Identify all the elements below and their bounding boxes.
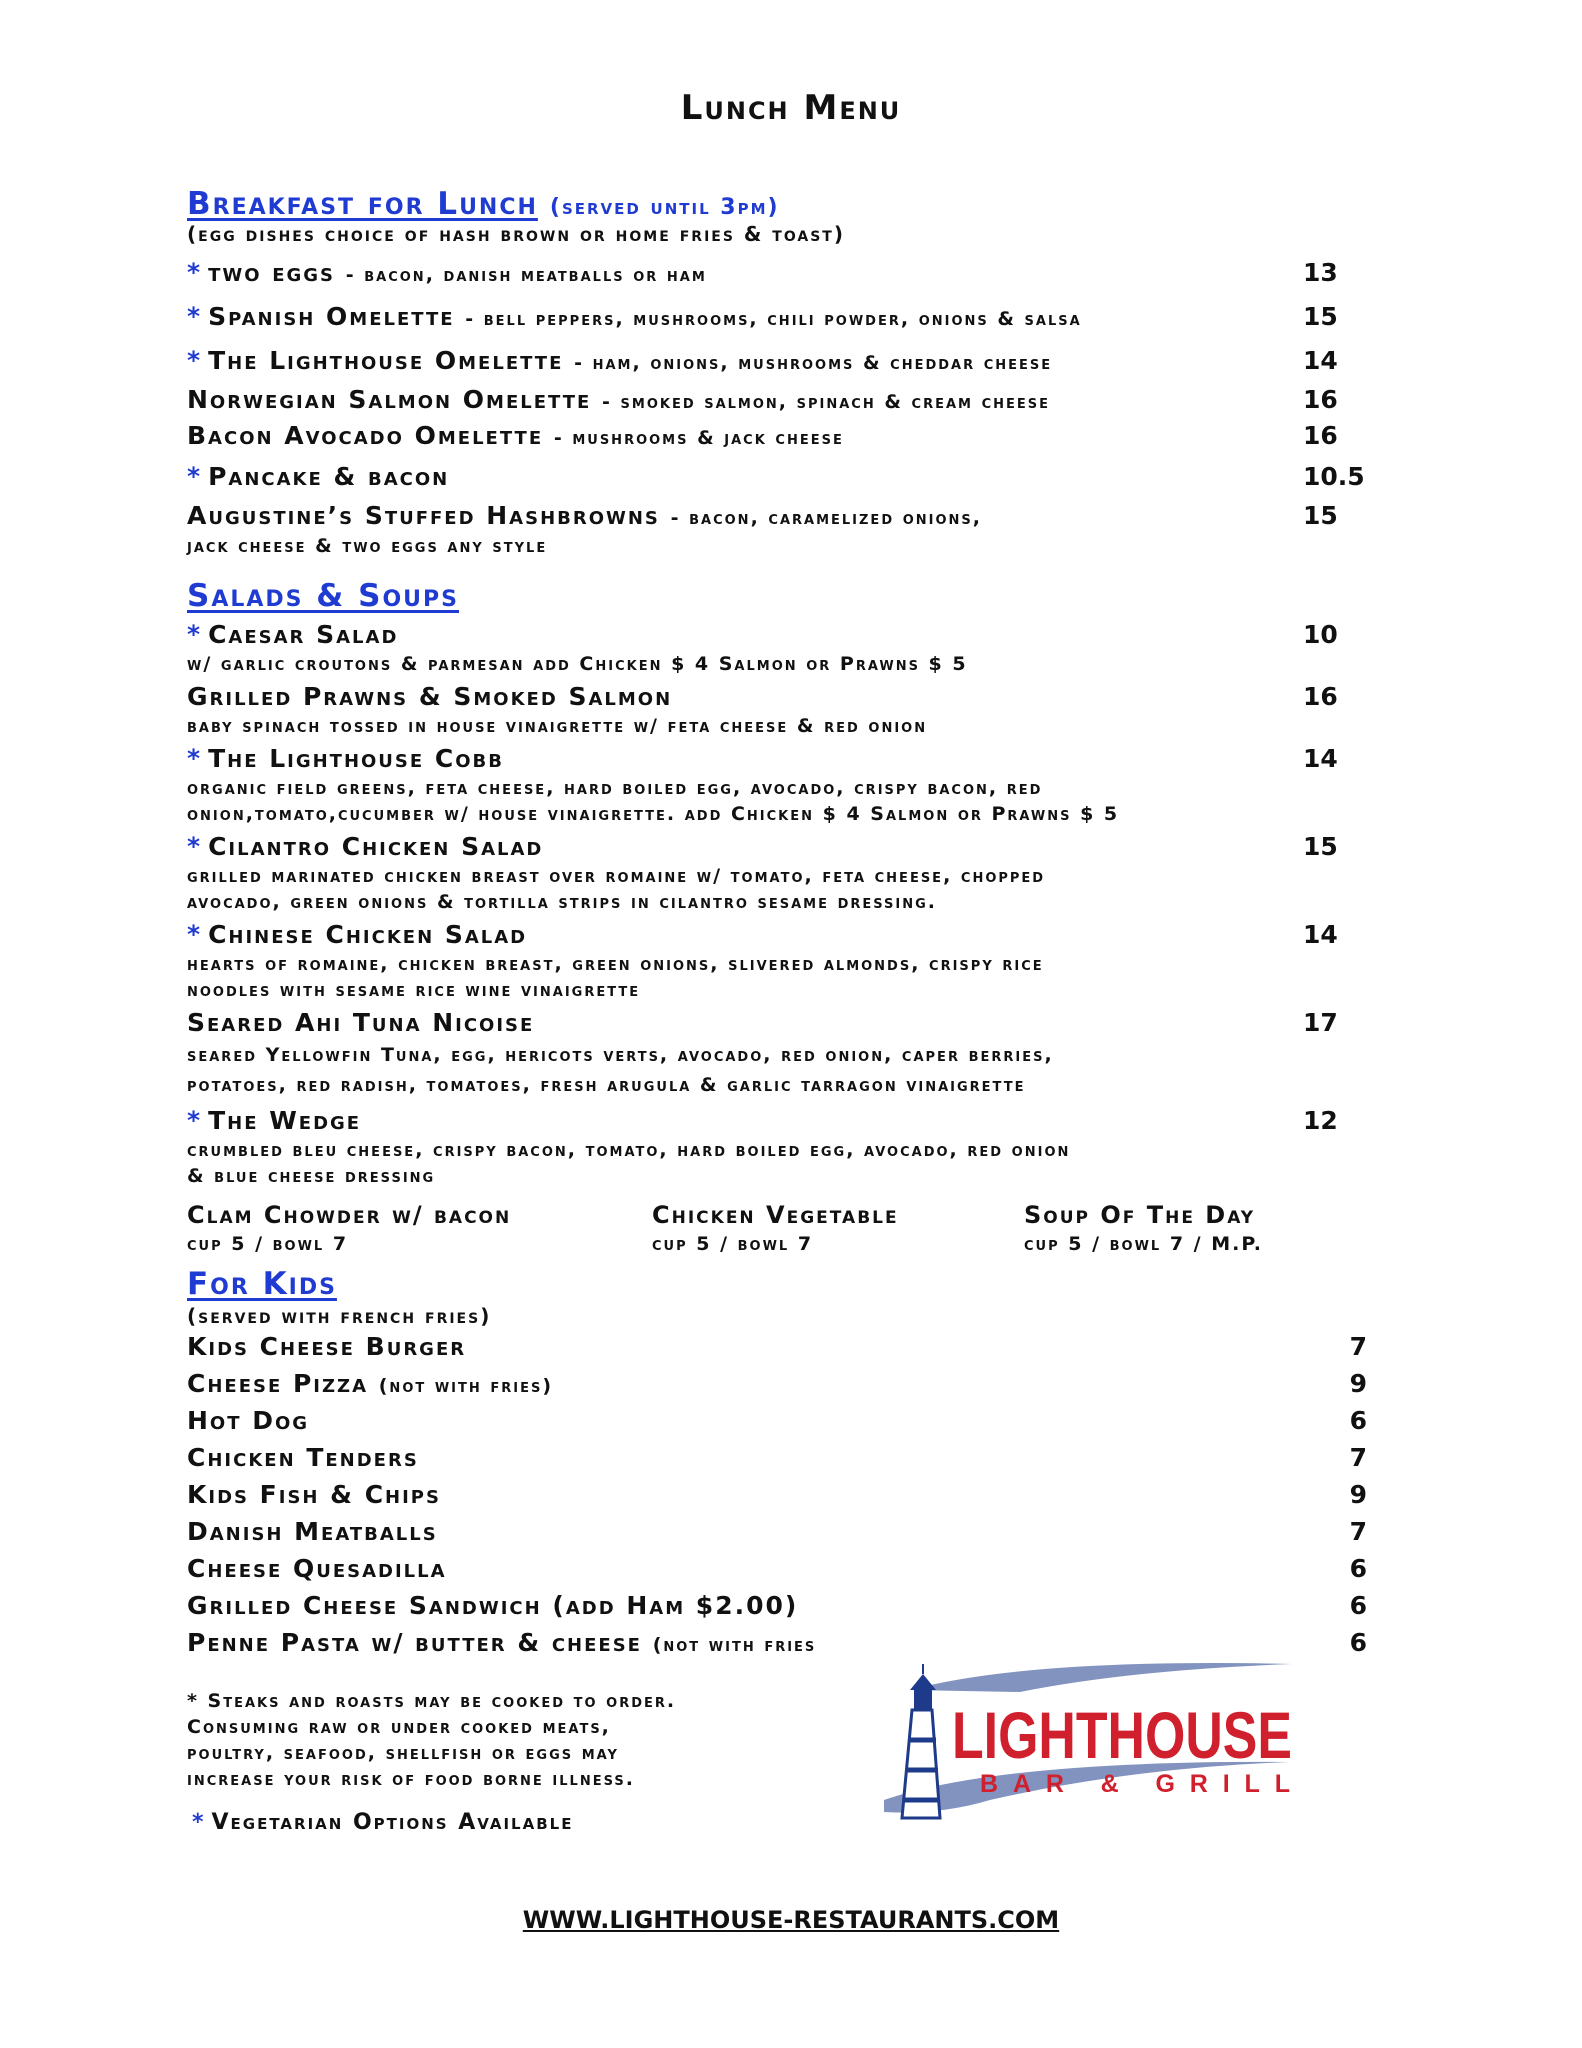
star-icon: * [187,620,203,649]
item-price: 14 [1303,920,1338,949]
item-desc: - bell peppers, mushrooms, chili powder, onions & salsa [465,308,1082,330]
item-price: 15 [1303,832,1338,861]
item-desc: - bacon, danish meatballs or ham [345,264,707,286]
section-title-text: Breakfast for Lunch [187,186,538,222]
item-desc-line: baby spinach tossed in house vinaigrette w/ feta cheese & red onion [187,715,928,737]
vegetarian-note [192,1810,573,1835]
item-price: 10.5 [1303,462,1365,491]
menu-item [187,501,1367,531]
item-desc-line: organic field greens, feta cheese, hard boiled egg, avocado, crispy bacon, red [187,777,1043,799]
soup-item [187,1201,511,1255]
item-price: 15 [1303,302,1338,331]
item-desc: - smoked salmon, spinach & cream cheese [602,391,1050,413]
item-price: 13 [1303,258,1338,287]
item-desc-line: jack cheese & two eggs any style [187,535,548,557]
section-title-salads: Salads & Soups [187,578,459,614]
menu-item [187,1480,1367,1510]
item-price: 17 [1303,1008,1338,1037]
soup-item [652,1201,899,1255]
item-name: Cilantro Chicken Salad [208,832,544,861]
item-desc: - bacon, caramelized onions, [670,507,983,529]
item-desc: - ham, onions, mushrooms & cheddar cheese [574,352,1053,374]
item-desc-line: grilled marinated chicken breast over romaine w/ tomato, feta cheese, chopped [187,865,1046,887]
item-desc-line: noodles with sesame rice wine vinaigrette [187,979,641,1001]
item-name: Kids Cheese Burger [187,1332,467,1361]
item-price: 15 [1303,501,1338,530]
star-icon: * [192,1810,206,1835]
menu-item [187,258,1367,288]
item-name: Hot Dog [187,1406,310,1435]
item-price: 6 [1349,1591,1367,1620]
star-icon: * [187,832,203,861]
menu-item [187,1008,1367,1038]
section-title-breakfast [187,186,780,222]
item-name: Caesar Salad [208,620,399,649]
disclaimer-line: poultry, seafood, shellfish or eggs may [187,1742,619,1764]
item-name: Augustine’s Stuffed Hashbrowns [187,501,660,530]
item-price: 7 [1349,1443,1367,1472]
logo-sub-text: BAR & GRILL [980,1770,1290,1798]
soup-price: cup 5 / bowl 7 / M.P. [1024,1233,1263,1255]
star-icon: * [187,302,203,331]
item-name: Cheese Pizza [187,1369,369,1398]
item-name: Seared Ahi Tuna Nicoise [187,1008,535,1037]
item-note: (not with fries) [378,1375,554,1397]
lighthouse-logo-icon [880,1650,1300,1835]
item-desc-line: w/ garlic croutons & parmesan add Chicken $ 4 Salmon or Prawns $ 5 [187,653,968,675]
item-name: Norwegian Salmon Omelette [187,385,592,414]
menu-item [187,920,1367,950]
food-safety-disclaimer [187,1688,676,1792]
soup-name: Chicken Vegetable [652,1201,899,1229]
vegetarian-text: Vegetarian Options Available [211,1810,574,1835]
soup-name: Soup Of The Day [1024,1201,1256,1229]
star-icon: * [187,346,203,375]
menu-item [187,832,1367,862]
item-desc-line: avocado, green onions & tortilla strips in cilantro sesame dressing. [187,891,938,913]
item-desc-line: seared Yellowfin Tuna, egg, hericots verts, avocado, red onion, caper berries, [187,1044,1054,1066]
disclaimer-line: * Steaks and roasts may be cooked to order. [187,1690,677,1712]
menu-item [187,1554,1367,1584]
item-price: 16 [1303,421,1338,450]
item-name: Grilled Cheese Sandwich (add Ham $2.00) [187,1591,799,1620]
menu-item [187,302,1367,332]
item-price: 14 [1303,744,1338,773]
soup-price: cup 5 / bowl 7 [187,1233,349,1255]
item-name: The Wedge [208,1106,362,1135]
disclaimer-line: increase your risk of food borne illness. [187,1768,635,1790]
item-desc-line: & blue cheese dressing [187,1165,436,1187]
item-desc-line: onion,tomato,cucumber w/ house vinaigrette. add Chicken $ 4 Salmon or Prawns $ 5 [187,803,1120,825]
item-name: Bacon Avocado Omelette [187,421,544,450]
soup-item [1024,1201,1263,1255]
item-price: 14 [1303,346,1338,375]
item-name: Pancake & bacon [208,462,450,491]
menu-item [187,1443,1367,1473]
item-name: Chinese Chicken Salad [208,920,528,949]
item-name: Penne Pasta w/ butter & cheese [187,1628,642,1657]
menu-item [187,421,1367,451]
lighthouse-logo [880,1650,1300,1835]
menu-item [187,1406,1367,1436]
menu-item [187,1369,1367,1399]
item-name: The Lighthouse Cobb [208,744,504,773]
item-price: 16 [1303,682,1338,711]
item-note: (not with fries [652,1634,817,1656]
menu-item [187,1591,1367,1621]
star-icon: * [187,258,203,287]
page-title: Lunch Menu [680,88,902,128]
item-price: 10 [1303,620,1338,649]
menu-item [187,462,1367,492]
item-price: 7 [1349,1332,1367,1361]
item-price: 6 [1349,1406,1367,1435]
section-subtitle: (served with french fries) [187,1304,492,1328]
item-price: 6 [1349,1554,1367,1583]
menu-item [187,1332,1367,1362]
item-name: Spanish Omelette [208,302,455,331]
star-icon: * [187,1106,203,1135]
item-price: 6 [1349,1628,1367,1657]
item-desc-line: potatoes, red radish, tomatoes, fresh arugula & garlic tarragon vinaigrette [187,1074,1026,1096]
item-name: Danish Meatballs [187,1517,438,1546]
item-name: two eggs [208,258,336,287]
item-price: 9 [1349,1480,1367,1509]
menu-item [187,1106,1367,1136]
section-subtitle: (egg dishes choice of hash brown or home fries & toast) [187,222,845,246]
menu-item [187,385,1367,415]
menu-item [187,682,1367,712]
section-title-kids: For Kids [187,1266,337,1302]
item-price: 12 [1303,1106,1338,1135]
item-desc-line: crumbled bleu cheese, crispy bacon, tomato, hard boiled egg, avocado, red onion [187,1139,1071,1161]
menu-item [187,346,1367,376]
logo-brand-text: LIGHTHOUSE [952,1698,1292,1772]
website-link[interactable] [0,1906,1582,1934]
item-name: Cheese Quesadilla [187,1554,447,1583]
menu-item [187,620,1367,650]
website-text[interactable]: WWW.LIGHTHOUSE-RESTAURANTS.COM [522,1906,1060,1934]
star-icon: * [187,744,203,773]
star-icon: * [187,462,203,491]
item-desc: - mushrooms & jack cheese [553,427,844,449]
disclaimer-line: Consuming raw or under cooked meats, [187,1716,611,1738]
item-desc-line: hearts of romaine, chicken breast, green onions, slivered almonds, crispy rice [187,953,1044,975]
section-note: (served until 3pm) [549,195,780,220]
soup-price: cup 5 / bowl 7 [652,1233,814,1255]
item-name: Grilled Prawns & Smoked Salmon [187,682,673,711]
menu-item [187,744,1367,774]
item-name: The Lighthouse Omelette [208,346,564,375]
item-name: Kids Fish & Chips [187,1480,441,1509]
item-price: 9 [1349,1369,1367,1398]
menu-item [187,1517,1367,1547]
item-price: 16 [1303,385,1338,414]
item-name: Chicken Tenders [187,1443,419,1472]
star-icon: * [187,920,203,949]
soup-name: Clam Chowder w/ bacon [187,1201,512,1229]
item-price: 7 [1349,1517,1367,1546]
